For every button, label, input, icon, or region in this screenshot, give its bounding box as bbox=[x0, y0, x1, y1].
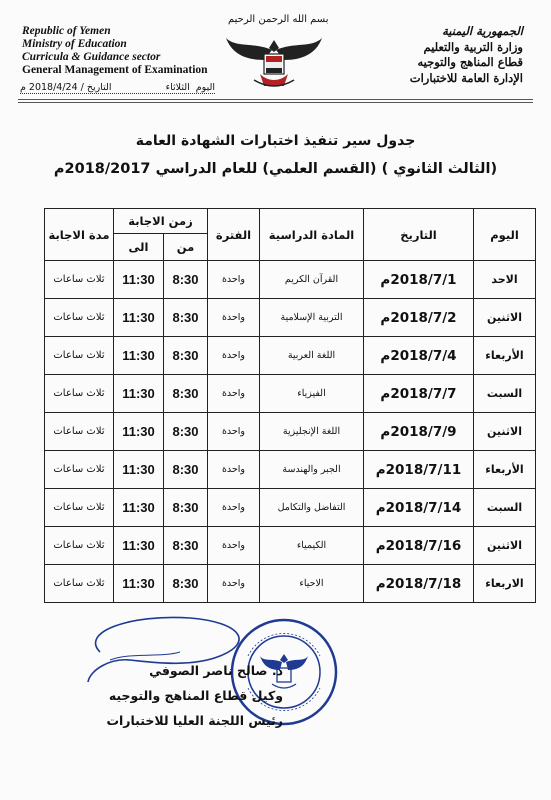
cell-day: الاثنين bbox=[474, 527, 536, 565]
cell-to: 11:30 bbox=[114, 489, 164, 527]
signatory-position: رئيس اللجنة العليا للاختبارات bbox=[106, 713, 283, 728]
header-from: من bbox=[164, 234, 208, 261]
header-to: الى bbox=[114, 234, 164, 261]
day-value: الثلاثاء bbox=[165, 82, 190, 93]
english-line: General Management of Examination bbox=[22, 64, 208, 76]
cell-from: 8:30 bbox=[164, 299, 208, 337]
date-value: 2018/4/24 م bbox=[20, 82, 78, 93]
cell-date: 2018/7/16م bbox=[364, 527, 474, 565]
document-subtitle: (الثالث الثانوي ) (القسم العلمي) للعام الدراسي 2018/2017م bbox=[53, 161, 498, 177]
cell-subject: اللغة الإنجليزية bbox=[260, 413, 364, 451]
header-duration: مدة الاجابة bbox=[45, 209, 114, 261]
cell-to: 11:30 bbox=[114, 565, 164, 603]
cell-period: واحدة bbox=[208, 565, 260, 603]
cell-date: 2018/7/14م bbox=[364, 489, 474, 527]
date-label: التاريخ bbox=[86, 82, 112, 93]
table-row bbox=[45, 375, 536, 413]
cell-period: واحدة bbox=[208, 527, 260, 565]
header-date: التاريخ bbox=[364, 209, 474, 261]
cell-from: 8:30 bbox=[164, 261, 208, 299]
english-header bbox=[22, 25, 208, 77]
cell-duration: ثلاث ساعات bbox=[45, 489, 114, 527]
cell-to: 11:30 bbox=[114, 451, 164, 489]
signatory-position: وكيل قطاع المناهج والتوجيه bbox=[108, 688, 283, 703]
signature-block bbox=[106, 658, 283, 733]
table-row bbox=[45, 451, 536, 489]
basmala: بسم الله الرحمن الرحيم bbox=[228, 14, 329, 25]
table-row bbox=[45, 527, 536, 565]
header-divider bbox=[18, 99, 533, 100]
cell-date: 2018/7/11م bbox=[364, 451, 474, 489]
exam-schedule-table bbox=[44, 208, 536, 603]
cell-subject: الجبر والهندسة bbox=[260, 451, 364, 489]
arabic-line: وزارة التربية والتعليم bbox=[423, 39, 523, 54]
cell-from: 8:30 bbox=[164, 337, 208, 375]
table-row bbox=[45, 261, 536, 299]
header-answer-time: زمن الاجابة bbox=[114, 209, 208, 234]
cell-from: 8:30 bbox=[164, 413, 208, 451]
arabic-header bbox=[410, 24, 523, 86]
cell-to: 11:30 bbox=[114, 375, 164, 413]
cell-date: 2018/7/1م bbox=[364, 261, 474, 299]
arabic-line: الإدارة العامة للاختبارات bbox=[409, 70, 523, 85]
cell-day: السبت bbox=[474, 489, 536, 527]
cell-duration: ثلاث ساعات bbox=[45, 261, 114, 299]
cell-period: واحدة bbox=[208, 451, 260, 489]
cell-subject: الفيزياء bbox=[260, 375, 364, 413]
cell-period: واحدة bbox=[208, 261, 260, 299]
cell-day: الاربعاء bbox=[474, 565, 536, 603]
cell-from: 8:30 bbox=[164, 565, 208, 603]
date-bar: اليوم الثلاثاء التاريخ / 2018/4/24 م bbox=[20, 82, 215, 93]
cell-duration: ثلاث ساعات bbox=[45, 451, 114, 489]
cell-period: واحدة bbox=[208, 375, 260, 413]
arabic-line: قطاع المناهج والتوجيه bbox=[417, 55, 523, 69]
cell-to: 11:30 bbox=[114, 337, 164, 375]
cell-from: 8:30 bbox=[164, 375, 208, 413]
cell-period: واحدة bbox=[208, 413, 260, 451]
header-divider bbox=[18, 102, 533, 103]
day-label: اليوم bbox=[195, 82, 215, 93]
table-row bbox=[45, 565, 536, 603]
header-subject: المادة الدراسية bbox=[260, 209, 364, 261]
english-line: Republic of Yemen bbox=[22, 25, 111, 37]
cell-from: 8:30 bbox=[164, 527, 208, 565]
table-row bbox=[45, 413, 536, 451]
header-day: اليوم bbox=[474, 209, 536, 261]
cell-day: الأربعاء bbox=[474, 337, 536, 375]
cell-subject: التفاضل والتكامل bbox=[260, 489, 364, 527]
cell-to: 11:30 bbox=[114, 261, 164, 299]
cell-from: 8:30 bbox=[164, 451, 208, 489]
cell-subject: اللغة العربية bbox=[260, 337, 364, 375]
cell-duration: ثلاث ساعات bbox=[45, 565, 114, 603]
cell-date: 2018/7/9م bbox=[364, 413, 474, 451]
cell-period: واحدة bbox=[208, 299, 260, 337]
cell-day: الاثنين bbox=[474, 299, 536, 337]
table-row bbox=[45, 299, 536, 337]
cell-from: 8:30 bbox=[164, 489, 208, 527]
signatory-name: د. صالح ناصر الصوفي bbox=[149, 663, 283, 678]
cell-subject: القرآن الكريم bbox=[260, 261, 364, 299]
cell-duration: ثلاث ساعات bbox=[45, 413, 114, 451]
cell-subject: التربية الإسلامية bbox=[260, 299, 364, 337]
cell-subject: الاحياء bbox=[260, 565, 364, 603]
yemen-eagle-emblem-icon bbox=[224, 30, 324, 90]
cell-to: 11:30 bbox=[114, 527, 164, 565]
document-title: جدول سير تنفيذ اختبارات الشهادة العامة bbox=[135, 133, 416, 149]
cell-day: الاثنين bbox=[474, 413, 536, 451]
cell-day: الأربعاء bbox=[474, 451, 536, 489]
cell-duration: ثلاث ساعات bbox=[45, 527, 114, 565]
arabic-line: الجمهورية اليمنية bbox=[442, 24, 523, 38]
cell-duration: ثلاث ساعات bbox=[45, 337, 114, 375]
cell-to: 11:30 bbox=[114, 413, 164, 451]
cell-to: 11:30 bbox=[114, 299, 164, 337]
cell-day: الاحد bbox=[474, 261, 536, 299]
cell-day: السبت bbox=[474, 375, 536, 413]
cell-subject: الكيمياء bbox=[260, 527, 364, 565]
english-line: Ministry of Education bbox=[22, 38, 127, 50]
header-period: الفترة bbox=[208, 209, 260, 261]
cell-date: 2018/7/7م bbox=[364, 375, 474, 413]
table-row bbox=[45, 337, 536, 375]
cell-duration: ثلاث ساعات bbox=[45, 299, 114, 337]
cell-period: واحدة bbox=[208, 489, 260, 527]
cell-date: 2018/7/2م bbox=[364, 299, 474, 337]
cell-period: واحدة bbox=[208, 337, 260, 375]
cell-duration: ثلاث ساعات bbox=[45, 375, 114, 413]
english-line: Curricula & Guidance sector bbox=[22, 51, 161, 63]
cell-date: 2018/7/4م bbox=[364, 337, 474, 375]
table-row bbox=[45, 489, 536, 527]
cell-date: 2018/7/18م bbox=[364, 565, 474, 603]
